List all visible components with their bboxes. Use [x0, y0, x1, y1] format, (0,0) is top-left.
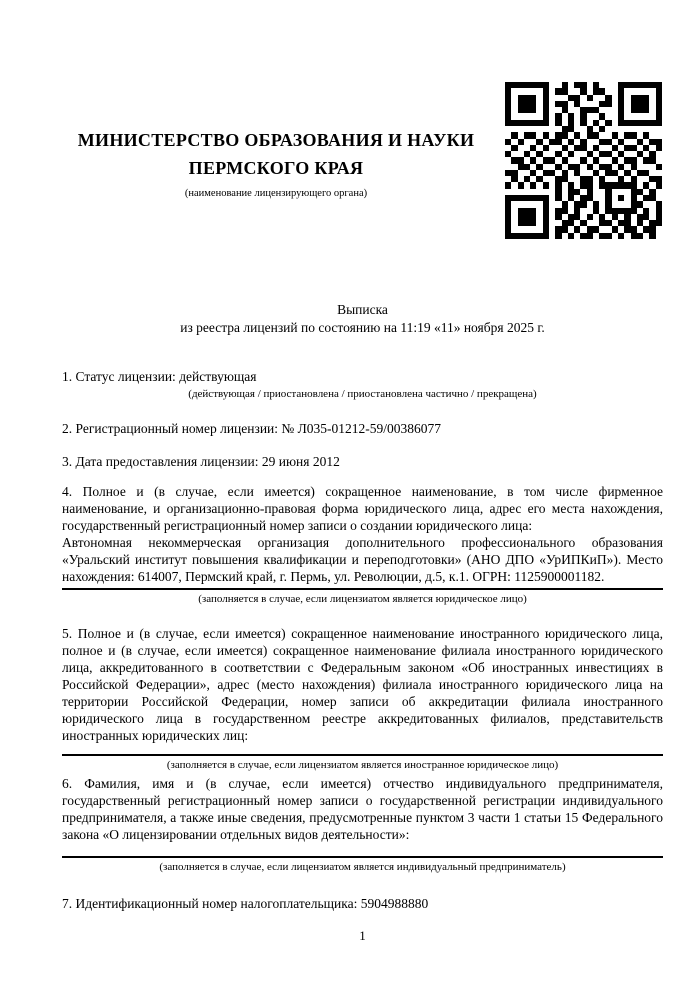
- legal-entity-note: (заполняется в случае, если лицензиатом является юридическое лицо): [198, 593, 527, 605]
- grant-date-value: 29 июня 2012: [261, 454, 340, 469]
- item-legal-entity: [62, 483, 663, 606]
- blank-line: [62, 588, 663, 590]
- license-status-value: действующая: [179, 369, 257, 384]
- document-title: [62, 301, 663, 337]
- license-status-label: 1. Статус лицензии:: [62, 369, 176, 384]
- licensing-authority-header: [62, 126, 490, 199]
- blank-line: [62, 754, 663, 756]
- authority-caption: (наименование лицензирующего органа): [184, 188, 368, 199]
- individual-entrepreneur-note: (заполняется в случае, если лицензиатом является индивидуальный предприниматель): [159, 861, 566, 873]
- foreign-entity-text: 5. Полное и (в случае, если имеется) сокращенное наименование иностранного юридического лица, полное и (в случае, если имеется) сокращенное наименование филиала иностранного юридического лица, аккредитованного в соответствии с Федеральным законом «Об иностранных инвестициях в Российской Федерации», адрес (место нахождения) филиала иностранного юридического лица на территории Российской Федерации, номер записи об аккредитации филиала иностранного юридического лица в государственном реестре аккредитованных филиалов, представительств иностранных юридических лиц:: [62, 626, 663, 743]
- registration-number-value: № Л035-01212-59/00386077: [281, 421, 442, 436]
- qr-code: [505, 82, 662, 239]
- blank-line: [62, 856, 663, 858]
- document-title-line2: из реестра лицензий по состоянию на 11:19 «11» ноября 2025 г.: [180, 320, 545, 335]
- page-number: 1: [359, 928, 366, 943]
- individual-entrepreneur-text: 6. Фамилия, имя и (в случае, если имеется) отчество индивидуального предпринимателя, государственный регистрационный номер записи о государственной регистрации индивидуального предпринимателя, а также иные сведения, предусмотренные пунктом 3 части 1 статьи 15 Федерального закона «О лицензировании отдельных видов деятельности»:: [62, 776, 663, 842]
- item-individual-entrepreneur: [62, 775, 663, 874]
- document-title-line1: Выписка: [337, 302, 388, 317]
- item-foreign-entity: [62, 625, 663, 772]
- item-registration-number: [62, 420, 663, 437]
- item-grant-date: [62, 453, 663, 470]
- item-license-status: [62, 368, 663, 401]
- inn-label: 7. Идентификационный номер налогоплательщика:: [62, 896, 358, 911]
- foreign-entity-note: (заполняется в случае, если лицензиатом является иностранное юридическое лицо): [166, 759, 559, 771]
- item-inn: [62, 895, 663, 912]
- registration-number-label: 2. Регистрационный номер лицензии:: [62, 421, 279, 436]
- authority-name-line1: МИНИСТЕРСТВО ОБРАЗОВАНИЯ И НАУКИ: [77, 130, 475, 150]
- grant-date-label: 3. Дата предоставления лицензии:: [62, 454, 259, 469]
- legal-entity-value: Автономная некоммерческая организация дополнительного профессионального образования «Уральский институт повышения квалификации и переподготовки» (АНО ДПО «УрИПКиП»). Место нахождения: 614007, Пермский край, г. Пермь, ул. Революции, д.5, к.1. ОГРН: 1125900001182.: [62, 535, 663, 584]
- authority-name-line2: ПЕРМСКОГО КРАЯ: [188, 158, 364, 178]
- legal-entity-intro: 4. Полное и (в случае, если имеется) сокращенное наименование, в том числе фирменное наименование, и организационно-правовая форма юридического лица, адрес его места нахождения, государственный регистрационный номер записи о создании юридического лица:: [62, 484, 663, 533]
- inn-value: 5904988880: [360, 896, 429, 911]
- license-status-note: (действующая / приостановлена / приостановлена частично / прекращена): [188, 388, 537, 400]
